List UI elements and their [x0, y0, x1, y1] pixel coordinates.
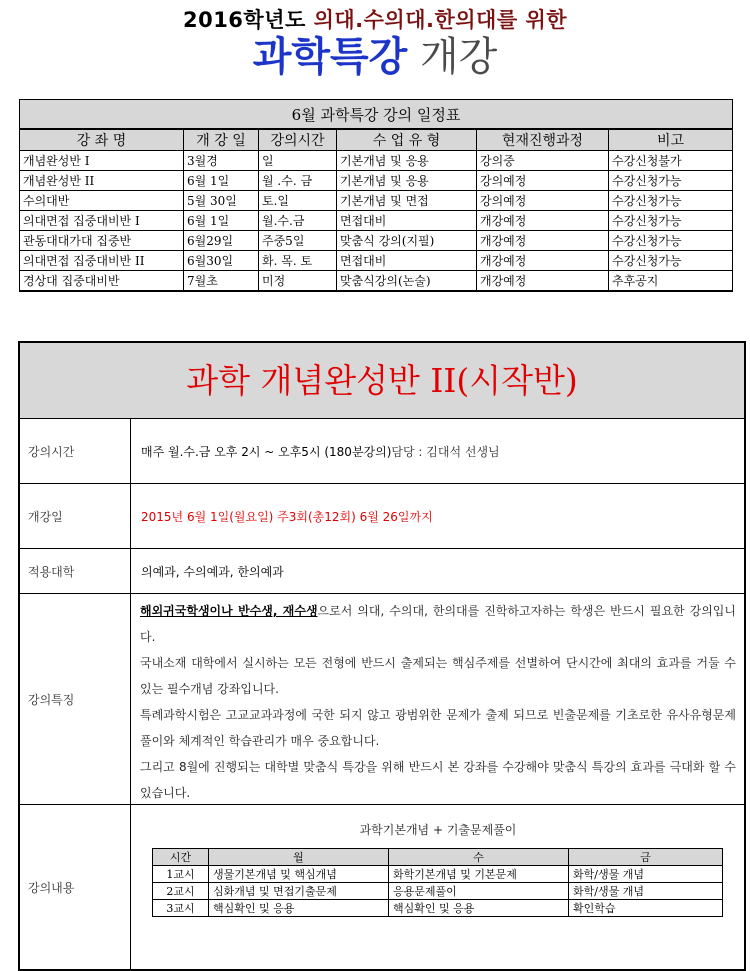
schedule-row	[20, 231, 733, 251]
course-box	[18, 341, 746, 971]
content-row	[153, 883, 723, 900]
schedule-cell: 6월29일	[184, 231, 259, 251]
content-cell: 2교시	[153, 883, 209, 900]
schedule-caption: 6월 과학특강 강의 일정표	[20, 100, 733, 130]
content-table	[152, 848, 723, 917]
schedule-cell: 6월 1일	[184, 211, 259, 231]
content-cell: 핵심확인 및 응용	[389, 900, 569, 917]
content-cell: 심화개념 및 면접기출문제	[209, 883, 389, 900]
content-col-header: 월	[209, 849, 389, 866]
schedule-cell: 5월 30일	[184, 191, 259, 211]
content-row	[153, 900, 723, 917]
label-universities: 적용대학	[20, 549, 131, 593]
feature-paragraph: 그리고 8월에 진행되는 대학별 맞춤식 특강을 위해 반드시 본 강좌를 수강해야 맞춤식 특강의 효과를 극대화 할 수 있습니다.	[140, 760, 736, 800]
row-features	[20, 594, 744, 805]
schedule-cell: 강의예정	[477, 191, 609, 211]
schedule-col-header: 비고	[609, 129, 733, 151]
content-cell: 응용문제풀이	[389, 883, 569, 900]
header-schools: 의대.수의대.한의대	[313, 8, 497, 32]
schedule-cell: 수강신청가능	[609, 211, 733, 231]
schedule-cell: 면접대비	[337, 251, 477, 271]
schedule-row	[20, 271, 733, 292]
schedule-cell: 기본개념 및 면접	[337, 191, 477, 211]
schedule-row	[20, 251, 733, 271]
content-cell: 1교시	[153, 866, 209, 883]
schedule-cell: 기본개념 및 응용	[337, 151, 477, 171]
content-cell: 화학/생물 개념	[569, 883, 723, 900]
time-teacher: 담당 : 김대석 선생님	[391, 444, 500, 459]
schedule-cell: 추후공지	[609, 271, 733, 292]
row-universities	[20, 549, 744, 594]
schedule-col-header: 수 업 유 형	[337, 129, 477, 151]
header-special-lecture: 과학특강	[252, 34, 408, 80]
schedule-cell: 수강신청불가	[609, 151, 733, 171]
content-table-body	[153, 866, 723, 917]
schedule-cell: 의대면접 집중대비반 I	[20, 211, 184, 231]
schedule-cell: 6월 1일	[184, 171, 259, 191]
row-start-date	[20, 484, 744, 549]
label-time: 강의시간	[20, 419, 131, 483]
row-time	[20, 419, 744, 484]
feature-paragraph	[140, 598, 736, 650]
schedule-cell: 미정	[259, 271, 337, 292]
schedule-row	[20, 211, 733, 231]
content-cell: 화학/생물 개념	[569, 866, 723, 883]
schedule-cell: 개강예정	[477, 231, 609, 251]
schedule-col-header: 현재진행과정	[477, 129, 609, 151]
label-features: 강의특징	[20, 594, 131, 804]
schedule-row	[20, 151, 733, 171]
header-line-2	[0, 30, 750, 84]
schedule-col-header: 강 좌 명	[20, 129, 184, 151]
time-value: 매주 월.수.금 오후 2시 ~ 오후5시 (180분강의)	[141, 444, 392, 459]
content-col-header: 시간	[153, 849, 209, 866]
schedule-cell: 면접대비	[337, 211, 477, 231]
content-row	[153, 866, 723, 883]
schedule-cell: 경상대 집중대비반	[20, 271, 184, 292]
schedule-row	[20, 191, 733, 211]
header-for: 를 위한	[496, 8, 568, 32]
schedule-cell: 수강신청가능	[609, 231, 733, 251]
header-year: 2016학년도	[182, 8, 314, 32]
course-title: 과학 개념완성반 II(시작반)	[20, 343, 744, 419]
schedule-cell: 기본개념 및 응용	[337, 171, 477, 191]
content-col-header: 금	[569, 849, 723, 866]
feature-target-students: 해외귀국학생이나 반수생, 재수생	[140, 604, 318, 618]
schedule-cell: 관동대대가대 집중반	[20, 231, 184, 251]
schedule-table	[19, 99, 733, 292]
schedule-cell: 6월30일	[184, 251, 259, 271]
label-start-date: 개강일	[20, 484, 131, 548]
schedule-cell: 7월초	[184, 271, 259, 292]
schedule-cell: 개강예정	[477, 271, 609, 292]
content-cell: 확인학습	[569, 900, 723, 917]
schedule-row	[20, 171, 733, 191]
schedule-cell: 맞춤식 강의(지필)	[337, 231, 477, 251]
content-cell: 화학기본개념 및 기본문제	[389, 866, 569, 883]
schedule-cell: 수강신청가능	[609, 171, 733, 191]
feature-paragraph: 특례과학시험은 고교교과과정에 국한 되지 않고 광범위한 문제가 출제 되므로 빈출문제를 기초로한 유사유형문제풀이와 체계적인 학습관리가 매우 중요합니다.	[140, 708, 736, 748]
schedule-cell: 월 .수. 금	[259, 171, 337, 191]
row-content	[20, 805, 744, 969]
schedule-cell: 화. 목. 토	[259, 251, 337, 271]
features-text	[140, 598, 736, 806]
feature-p1-rest: 으로서 의대, 수의대, 한의대를 진학하고자하는 학생은 반드시 필요한 강의입니다.	[140, 604, 736, 644]
schedule-cell: 일	[259, 151, 337, 171]
schedule-body	[20, 151, 733, 292]
schedule-cell: 수의대반	[20, 191, 184, 211]
content-title: 과학기본개념 + 기출문제풀이	[359, 823, 517, 837]
value-start-date: 2015년 6월 1일(월요일) 주3회(총12회) 6월 26일까지	[141, 509, 433, 524]
schedule-cell: 토.일	[259, 191, 337, 211]
content-cell: 3교시	[153, 900, 209, 917]
schedule-cell: 수강신청가능	[609, 251, 733, 271]
schedule-cell: 월.수.금	[259, 211, 337, 231]
schedule-col-header: 강의시간	[259, 129, 337, 151]
schedule-cell: 개념완성반 I	[20, 151, 184, 171]
schedule-cell: 수강신청가능	[609, 191, 733, 211]
schedule-col-header: 개 강 일	[184, 129, 259, 151]
schedule-cell: 맞춤식강의(논술)	[337, 271, 477, 292]
schedule-cell: 개념완성반 II	[20, 171, 184, 191]
schedule-cell: 주중5일	[259, 231, 337, 251]
header-opening: 개강	[407, 34, 498, 80]
content-cell: 생물기본개념 및 핵심개념	[209, 866, 389, 883]
schedule-cell: 3월경	[184, 151, 259, 171]
label-content: 강의내용	[20, 805, 131, 969]
content-cell: 핵심확인 및 응용	[209, 900, 389, 917]
value-time	[132, 419, 744, 483]
schedule-cell: 개강예정	[477, 211, 609, 231]
value-universities: 의예과, 수의예과, 한의예과	[141, 564, 284, 579]
schedule-cell: 의대면접 집중대비반 II	[20, 251, 184, 271]
feature-paragraph: 국내소재 대학에서 실시하는 모든 전형에 반드시 출제되는 핵심주제를 선별하여 단시간에 최대의 효과를 거둘 수 있는 필수개념 강좌입니다.	[140, 656, 736, 696]
content-col-header: 수	[389, 849, 569, 866]
schedule-cell: 강의중	[477, 151, 609, 171]
schedule-cell: 개강예정	[477, 251, 609, 271]
schedule-cell: 강의예정	[477, 171, 609, 191]
